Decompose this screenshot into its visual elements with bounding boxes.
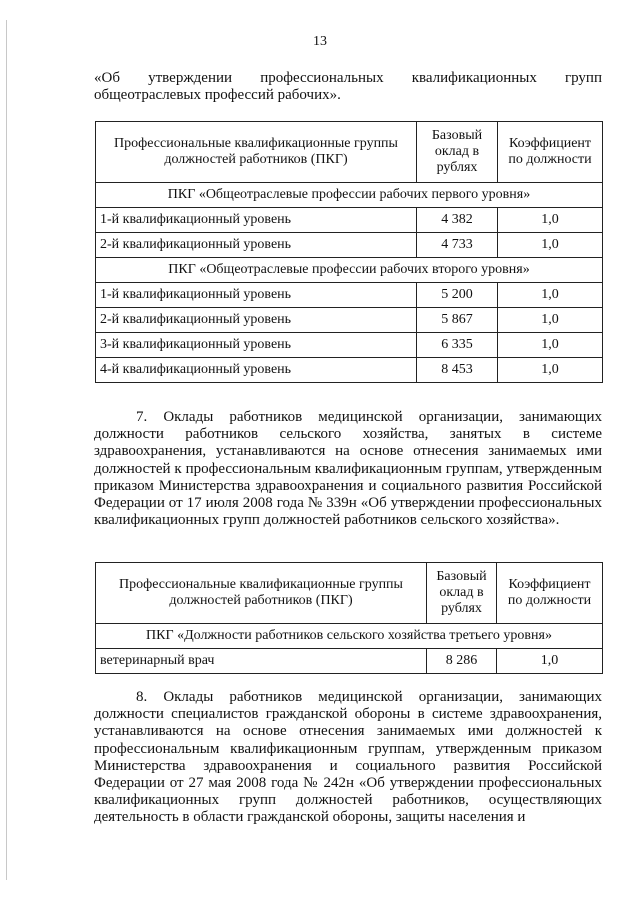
group-row (96, 183, 603, 208)
intro-line-2: общеотраслевых профессий рабочих». (94, 87, 341, 104)
header-pkg: Профессиональные квалификационные группы должностей работников (ПКГ) (96, 563, 427, 624)
header-coefficient: Коэффициент по должности (498, 122, 603, 183)
salary-table-general-workers (95, 121, 603, 383)
intro-line-1: «Об утверждении профессиональных квалификационных групп (94, 70, 602, 86)
table-row (96, 233, 603, 258)
scan-edge-line (6, 20, 7, 880)
table-header-row (96, 563, 603, 624)
table-row (96, 283, 603, 308)
table-row (96, 358, 603, 383)
table-row (96, 208, 603, 233)
group-title: ПКГ «Должности работников сельского хозяйства третьего уровня» (96, 624, 603, 649)
base-salary: 5 867 (417, 308, 498, 333)
table-row (96, 308, 603, 333)
base-salary: 4 733 (417, 233, 498, 258)
table-row (96, 333, 603, 358)
paragraph-7: 7. Оклады работников медицинской организации, занимающих должности работников сельского хозяйства, занятых в системе здравоохранения, устанавливаются на основе отнесения занимаемых ими должностей к профессиональным квалификационным группам, утвержденным приказом Министерства здравоохранения и социального развития Российской Федерации от 17 июля 2008 года № 339н «Об утверждении профессиональных квалификационных групп должностей работников сельского хозяйства». (94, 409, 602, 529)
group-title: ПКГ «Общеотраслевые профессии рабочих второго уровня» (96, 258, 603, 283)
base-salary: 8 453 (417, 358, 498, 383)
paragraph-8: 8. Оклады работников медицинской организации, занимающих должности специалистов гражданской обороны в системе здравоохранения, устанавливаются на основе отнесения занимаемых ими должностей к профессиональным квалификационным группам, утвержденным приказом Министерства здравоохранения и социального развития Российской Федерации от 27 мая 2008 года № 242н «Об утверждении профессиональных квалификационных групп должностей работников, осуществляющих деятельность в области гражданской обороны, защиты населения и (94, 689, 602, 826)
level-name: 4-й квалификационный уровень (96, 358, 417, 383)
header-base-salary: Базовый оклад в рублях (427, 563, 497, 624)
level-name: 3-й квалификационный уровень (96, 333, 417, 358)
base-salary: 6 335 (417, 333, 498, 358)
group-row (96, 258, 603, 283)
page-number: 13 (313, 34, 327, 49)
salary-table-agriculture (95, 562, 603, 674)
level-name: 2-й квалификационный уровень (96, 233, 417, 258)
header-pkg: Профессиональные квалификационные группы должностей работников (ПКГ) (96, 122, 417, 183)
base-salary: 5 200 (417, 283, 498, 308)
level-name: 1-й квалификационный уровень (96, 208, 417, 233)
group-title: ПКГ «Общеотраслевые профессии рабочих первого уровня» (96, 183, 603, 208)
coefficient: 1,0 (497, 649, 603, 674)
coefficient: 1,0 (498, 308, 603, 333)
coefficient: 1,0 (498, 333, 603, 358)
base-salary: 8 286 (427, 649, 497, 674)
level-name: 1-й квалификационный уровень (96, 283, 417, 308)
coefficient: 1,0 (498, 208, 603, 233)
table-row (96, 649, 603, 674)
header-coefficient: Коэффициент по должности (497, 563, 603, 624)
table-header-row (96, 122, 603, 183)
group-row (96, 624, 603, 649)
level-name: 2-й квалификационный уровень (96, 308, 417, 333)
coefficient: 1,0 (498, 283, 603, 308)
intro-paragraph (94, 70, 602, 104)
coefficient: 1,0 (498, 358, 603, 383)
position-name: ветеринарный врач (96, 649, 427, 674)
header-base-salary: Базовый оклад в рублях (417, 122, 498, 183)
coefficient: 1,0 (498, 233, 603, 258)
base-salary: 4 382 (417, 208, 498, 233)
